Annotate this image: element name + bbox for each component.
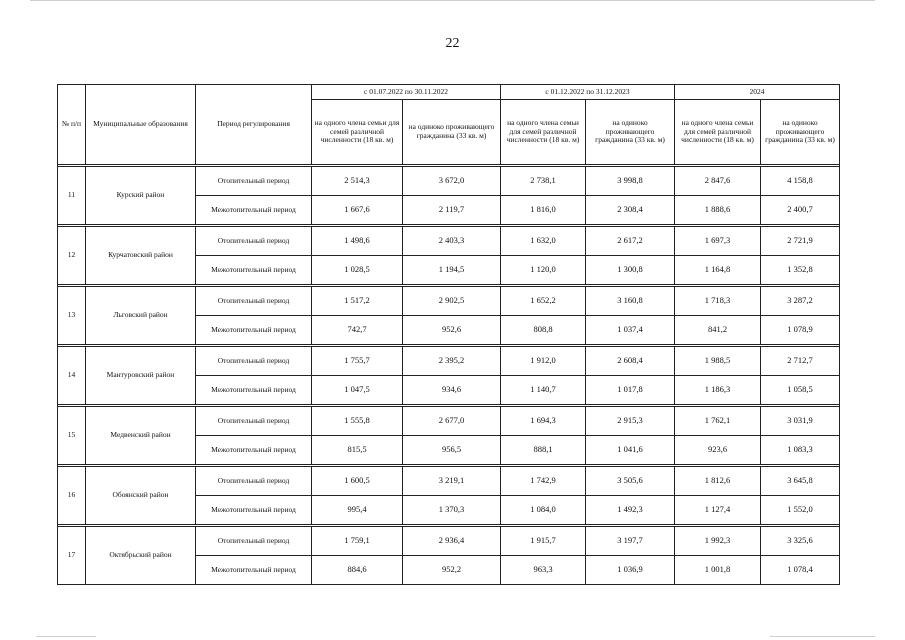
value-cell: 3 645,8: [761, 467, 840, 496]
value-cell: 3 287,2: [761, 287, 840, 316]
value-cell: 995,4: [312, 496, 403, 525]
period-label: Межотопительный период: [196, 436, 312, 465]
value-cell: 1 186,3: [675, 376, 761, 405]
table-body: [58, 165, 840, 585]
value-cell: 1 694,3: [501, 407, 586, 436]
value-cell: 963,3: [501, 556, 586, 585]
value-cell: 1 667,6: [312, 196, 403, 225]
value-cell: 1 632,0: [501, 227, 586, 256]
value-cell: 1 718,3: [675, 287, 761, 316]
district-name: Курчатовский район: [86, 227, 196, 285]
value-cell: 2 902,5: [403, 287, 501, 316]
header-range-2: с 01.12.2022 по 31.12.2023: [501, 85, 675, 100]
table-header: [58, 85, 840, 165]
page-number: 22: [445, 36, 460, 51]
value-cell: 1 083,3: [761, 436, 840, 465]
district-name: Медвенский район: [86, 407, 196, 465]
period-label: Отопительный период: [196, 167, 312, 196]
period-label: Отопительный период: [196, 467, 312, 496]
value-cell: 1 300,8: [586, 256, 675, 285]
value-cell: 2 608,4: [586, 347, 675, 376]
header-family-member: на одного члена семьи для семей различной численности (18 кв. м): [501, 100, 586, 165]
value-cell: 2 721,9: [761, 227, 840, 256]
value-cell: 1 017,8: [586, 376, 675, 405]
district-number: 14: [58, 347, 86, 405]
period-label: Отопительный период: [196, 347, 312, 376]
value-cell: 1 078,9: [761, 316, 840, 345]
header-single: на одиноко проживающего гражданина (33 кв. м): [586, 100, 675, 165]
value-cell: 1 742,9: [501, 467, 586, 496]
value-cell: 1 370,3: [403, 496, 501, 525]
period-label: Межотопительный период: [196, 316, 312, 345]
period-label: Отопительный период: [196, 527, 312, 556]
value-cell: 1 759,1: [312, 527, 403, 556]
district-name: Обоянский район: [86, 467, 196, 525]
value-cell: 2 514,3: [312, 167, 403, 196]
period-label: Отопительный период: [196, 227, 312, 256]
value-cell: 2 738,1: [501, 167, 586, 196]
value-cell: 1 915,7: [501, 527, 586, 556]
value-cell: 3 031,9: [761, 407, 840, 436]
value-cell: 3 197,7: [586, 527, 675, 556]
value-cell: 3 505,6: [586, 467, 675, 496]
period-label: Отопительный период: [196, 287, 312, 316]
value-cell: 1 001,8: [675, 556, 761, 585]
value-cell: 2 936,4: [403, 527, 501, 556]
table-row: [58, 347, 840, 376]
value-cell: 1 058,5: [761, 376, 840, 405]
table-row: [58, 527, 840, 556]
table-row: [58, 407, 840, 436]
district-name: Мантуровский район: [86, 347, 196, 405]
value-cell: 1 164,8: [675, 256, 761, 285]
district-name: Льговский район: [86, 287, 196, 345]
value-cell: 2 617,2: [586, 227, 675, 256]
value-cell: 1 988,5: [675, 347, 761, 376]
district-number: 17: [58, 527, 86, 585]
value-cell: 1 041,6: [586, 436, 675, 465]
district-number: 16: [58, 467, 86, 525]
table-row: [58, 287, 840, 316]
value-cell: 1 600,5: [312, 467, 403, 496]
value-cell: 1 697,3: [675, 227, 761, 256]
value-cell: 952,2: [403, 556, 501, 585]
value-cell: 1 552,0: [761, 496, 840, 525]
value-cell: 1 127,4: [675, 496, 761, 525]
value-cell: 4 158,8: [761, 167, 840, 196]
value-cell: 1 498,6: [312, 227, 403, 256]
value-cell: 815,5: [312, 436, 403, 465]
value-cell: 1 755,7: [312, 347, 403, 376]
value-cell: 2 915,3: [586, 407, 675, 436]
value-cell: 1 812,6: [675, 467, 761, 496]
header-num: № п/п: [58, 85, 86, 165]
value-cell: 952,6: [403, 316, 501, 345]
bottom-rule-left: [36, 636, 96, 637]
district-name: Курский район: [86, 167, 196, 225]
value-cell: 934,6: [403, 376, 501, 405]
value-cell: 2 677,0: [403, 407, 501, 436]
value-cell: 1 992,3: [675, 527, 761, 556]
value-cell: 923,6: [675, 436, 761, 465]
value-cell: 1 762,1: [675, 407, 761, 436]
value-cell: 1 888,6: [675, 196, 761, 225]
value-cell: 1 120,0: [501, 256, 586, 285]
value-cell: 2 403,3: [403, 227, 501, 256]
header-single: на одиноко проживающего гражданина (33 кв. м): [403, 100, 501, 165]
header-period: Период регулирования: [196, 85, 312, 165]
header-single: на одиноко проживающего гражданина (33 кв. м): [761, 100, 840, 165]
period-label: Межотопительный период: [196, 196, 312, 225]
value-cell: 1 555,8: [312, 407, 403, 436]
value-cell: 2 847,6: [675, 167, 761, 196]
value-cell: 3 160,8: [586, 287, 675, 316]
value-cell: 2 712,7: [761, 347, 840, 376]
value-cell: 1 078,4: [761, 556, 840, 585]
value-cell: 1 028,5: [312, 256, 403, 285]
value-cell: 2 308,4: [586, 196, 675, 225]
district-name: Октябрьский район: [86, 527, 196, 585]
value-cell: 888,1: [501, 436, 586, 465]
district-number: 15: [58, 407, 86, 465]
period-label: Межотопительный период: [196, 556, 312, 585]
header-range-3: 2024: [675, 85, 840, 100]
value-cell: 2 119,7: [403, 196, 501, 225]
value-cell: 956,5: [403, 436, 501, 465]
district-number: 11: [58, 167, 86, 225]
period-label: Отопительный период: [196, 407, 312, 436]
header-municipality: Муниципальные образования: [86, 85, 196, 165]
period-label: Межотопительный период: [196, 496, 312, 525]
period-label: Межотопительный период: [196, 256, 312, 285]
value-cell: 1 517,2: [312, 287, 403, 316]
table-row: [58, 167, 840, 196]
value-cell: 1 047,5: [312, 376, 403, 405]
value-cell: 1 912,0: [501, 347, 586, 376]
value-cell: 742,7: [312, 316, 403, 345]
value-cell: 3 672,0: [403, 167, 501, 196]
table-row: [58, 227, 840, 256]
value-cell: 884,6: [312, 556, 403, 585]
value-cell: 841,2: [675, 316, 761, 345]
value-cell: 1 084,0: [501, 496, 586, 525]
value-cell: 3 325,6: [761, 527, 840, 556]
value-cell: 1 037,4: [586, 316, 675, 345]
value-cell: 3 998,8: [586, 167, 675, 196]
value-cell: 1 352,8: [761, 256, 840, 285]
value-cell: 2 400,7: [761, 196, 840, 225]
table-row: [58, 467, 840, 496]
value-cell: 1 194,5: [403, 256, 501, 285]
header-family-member: на одного члена семьи для семей различной численности (18 кв. м): [675, 100, 761, 165]
district-number: 13: [58, 287, 86, 345]
top-rule: [30, 0, 875, 1]
value-cell: 3 219,1: [403, 467, 501, 496]
period-label: Межотопительный период: [196, 376, 312, 405]
value-cell: 808,8: [501, 316, 586, 345]
header-family-member: на одного члена семьи для семей различной численности (18 кв. м): [312, 100, 403, 165]
value-cell: 1 816,0: [501, 196, 586, 225]
value-cell: 2 395,2: [403, 347, 501, 376]
value-cell: 1 140,7: [501, 376, 586, 405]
district-number: 12: [58, 227, 86, 285]
value-cell: 1 652,2: [501, 287, 586, 316]
tariff-table: [57, 84, 840, 585]
bottom-rule-right: [770, 636, 875, 637]
value-cell: 1 036,9: [586, 556, 675, 585]
value-cell: 1 492,3: [586, 496, 675, 525]
header-range-1: с 01.07.2022 по 30.11.2022: [312, 85, 501, 100]
